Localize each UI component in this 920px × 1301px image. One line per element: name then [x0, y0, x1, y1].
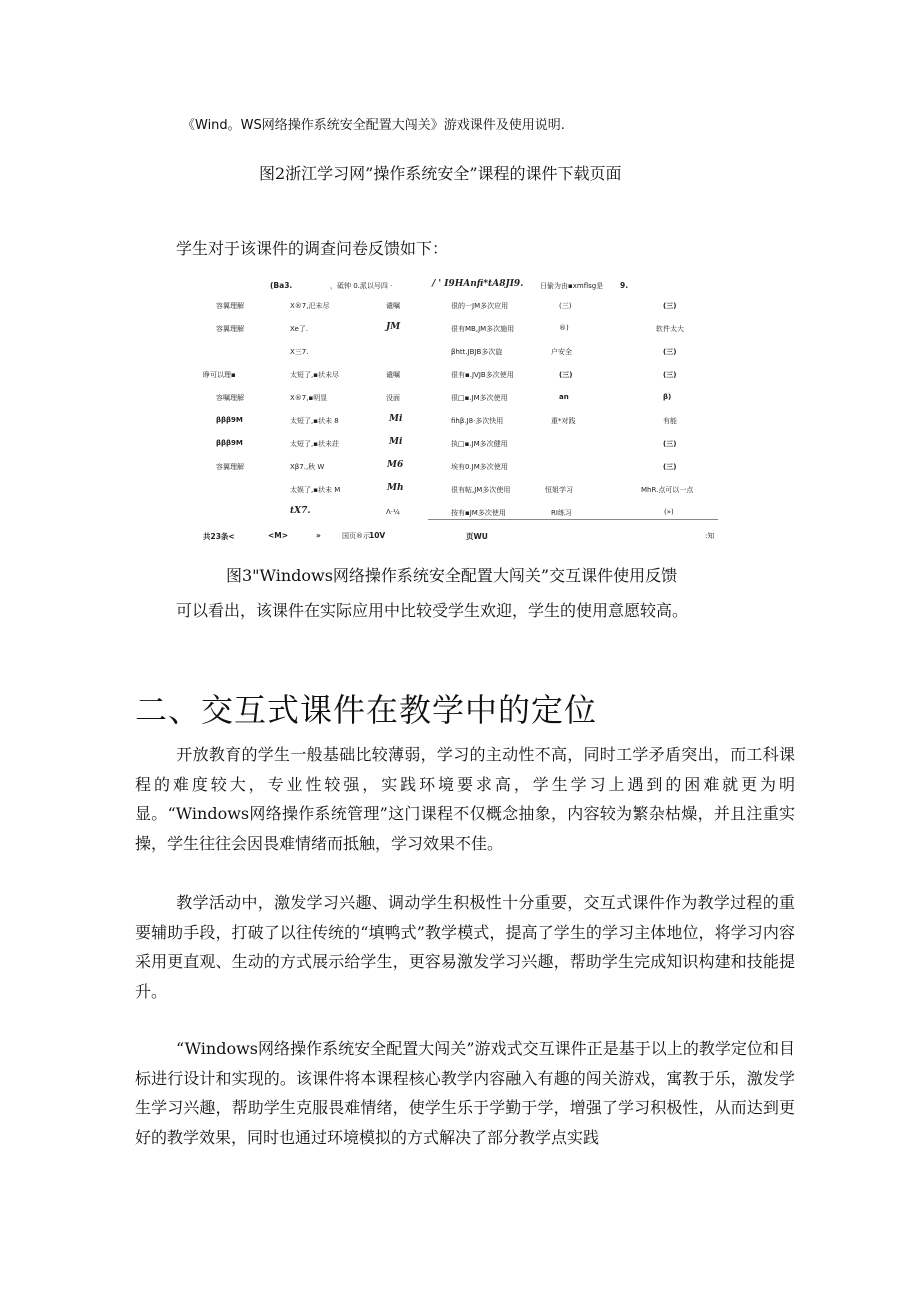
survey-cell: JM — [386, 322, 401, 332]
survey-cell: 谴嘱 — [386, 302, 400, 310]
survey-cell: 很有▪.JVJB多次使用 — [451, 371, 514, 379]
courseware-title-line: 《Wind。WS网络操作系统安全配置大闯关》游戏课件及使用说明. — [182, 118, 565, 133]
survey-cell: (三) — [663, 371, 677, 379]
survey-cell: 没面 — [386, 394, 400, 402]
survey-cell: βββ9M — [216, 439, 243, 447]
survey-cell: β) — [663, 393, 672, 401]
survey-cell: 户安全 — [551, 348, 572, 356]
survey-header-cell: 9. — [620, 281, 629, 290]
survey-cell: tX7. — [290, 506, 311, 516]
survey-cell: 执□▪.JM多次健用 — [451, 440, 508, 448]
survey-cell: 容翼理解 — [216, 325, 244, 333]
body-paragraph — [135, 888, 795, 1006]
survey-cell: X®7,氾未尽 — [290, 302, 330, 310]
paragraph-text: 开放教育的学生一般基础比较薄弱，学习的主动性不高，同时工学矛盾突出，而工科课程的难度较大，专业性较强，实践环境要求高，学生学习上遇到的困难就更为明显。“Windows网络操作系统管理”这门课程不仅概念抽象，内容较为繁杂枯燥，并且注重实操，学生往往会因畏难情绪而抵触，学习效果不佳。 — [135, 745, 795, 853]
pager-next[interactable]: » — [316, 531, 321, 540]
survey-cell: Mh — [387, 483, 404, 493]
survey-header-cell: 日偷为由▪xmflsg是 — [540, 282, 604, 290]
survey-cell: an — [559, 393, 569, 401]
survey-cell: 很的一JM多次应用 — [451, 302, 509, 310]
survey-cell: (三) — [663, 463, 677, 471]
survey-cell: 太短了,▪状未 8 — [290, 417, 339, 425]
survey-cell: 埃有0.JM多次使用 — [451, 463, 508, 471]
table-divider — [428, 519, 718, 520]
survey-cell: 重*对践 — [551, 417, 576, 425]
survey-cell: 容翼理解 — [216, 463, 244, 471]
survey-conclusion: 可以看出，该课件在实际应用中比较受学生欢迎，学生的使用意愿较高。 — [176, 601, 689, 620]
survey-header-cell: ，砥钟 0.派以号四 · — [330, 282, 393, 290]
survey-cell: (三) — [663, 302, 677, 310]
survey-header-cell: (Ba3. — [270, 281, 293, 290]
survey-cell: 睁可以理▪ — [203, 371, 236, 379]
survey-cell: X三7. — [290, 348, 309, 356]
survey-cell: 谴嘱 — [386, 371, 400, 379]
survey-cell: 容嘱理解 — [216, 394, 244, 402]
body-paragraph — [135, 1034, 795, 1152]
survey-cell: (三) — [559, 371, 573, 379]
survey-cell: fihβ.J8·多次快用 — [451, 417, 504, 425]
survey-cell: βhtt.JBJB多次旋 — [451, 348, 503, 356]
survey-cell: βββ9M — [216, 416, 243, 424]
body-paragraph — [135, 740, 795, 858]
pager-per-page-select[interactable]: 10V — [369, 531, 386, 540]
pager-per-page-label: 国页®示 — [342, 532, 370, 540]
survey-cell: Mi — [389, 437, 403, 447]
pager-page-input[interactable]: 页WU — [466, 532, 488, 541]
pager-go[interactable]: :知 — [705, 532, 715, 540]
survey-cell: 有能 — [663, 417, 677, 425]
survey-cell: 容翼理解 — [216, 302, 244, 310]
survey-cell: 很□▪.JM多次使用 — [451, 394, 508, 402]
survey-cell: Mi — [389, 414, 403, 424]
survey-intro: 学生对于该课件的调查问卷反馈如下： — [176, 239, 449, 258]
survey-cell: 按有▪JM多次使用 — [451, 509, 506, 517]
pager-total: 共23条< — [203, 532, 235, 541]
survey-cell: (三) — [559, 302, 572, 310]
survey-cell: ®) — [559, 324, 569, 332]
paragraph-text: 教学活动中，激发学习兴趣、调动学生积极性十分重要，交互式课件作为教学过程的重要辅助手段，打破了以往传统的“填鸭式”教学模式，提高了学生的学习主体地位，将学习内容采用更直观、生动的方式展示给学生，更容易激发学习兴趣，帮助学生完成知识构建和技能提升。 — [135, 893, 795, 1001]
figure-2-caption: 图2浙江学习网”操作系统安全”课程的课件下载页面 — [259, 164, 622, 183]
survey-cell: 太短了,▪状未尽 — [290, 371, 339, 379]
survey-cell: RI练习 — [551, 509, 572, 517]
survey-cell: M6 — [387, 460, 404, 470]
paragraph-text: “Windows网络操作系统安全配置大闯关”游戏式交互课件正是基于以上的教学定位和目标进行设计和实现的。该课件将本课程核心教学内容融入有趣的闯关游戏，寓教于乐，激发学生学习兴趣，帮助学生克服畏难情绪，使学生乐于学勤于学，增强了学习积极性，从而达到更好的教学效果，同时也通过环境模拟的方式解决了部分教学点实践 — [135, 1039, 795, 1147]
survey-cell: (») — [664, 508, 674, 516]
survey-cell: Xe了. — [290, 325, 309, 333]
survey-cell: Xβ7.,秋 W — [290, 463, 325, 471]
survey-cell: 太短了,▪状未荘 — [290, 440, 339, 448]
survey-cell: 很有MB,JM多次施用 — [451, 325, 515, 333]
figure-3-caption: 图3"Windows网络操作系统安全配置大闯关”交互课件使用反馈 — [226, 566, 678, 585]
survey-cell: (三) — [663, 440, 677, 448]
survey-cell: 恒姐学习 — [545, 486, 573, 494]
survey-cell: 太娱了,▪状未 M — [290, 486, 341, 494]
section-heading: 二、交互式课件在教学中的定位 — [135, 691, 598, 729]
survey-cell: 软件太大 — [656, 325, 684, 333]
survey-cell: 很有帖,JM多次使用 — [451, 486, 511, 494]
survey-cell: (三) — [663, 348, 677, 356]
survey-header-cell: / ' I9HAnfi*tA8JI9. — [432, 279, 524, 289]
survey-cell: X®7,▪明显 — [290, 394, 328, 402]
survey-cell: Λ·¼ — [386, 508, 400, 516]
pager-prev[interactable]: <M> — [268, 531, 289, 540]
survey-cell: MhR.点可以一点 — [641, 486, 694, 494]
